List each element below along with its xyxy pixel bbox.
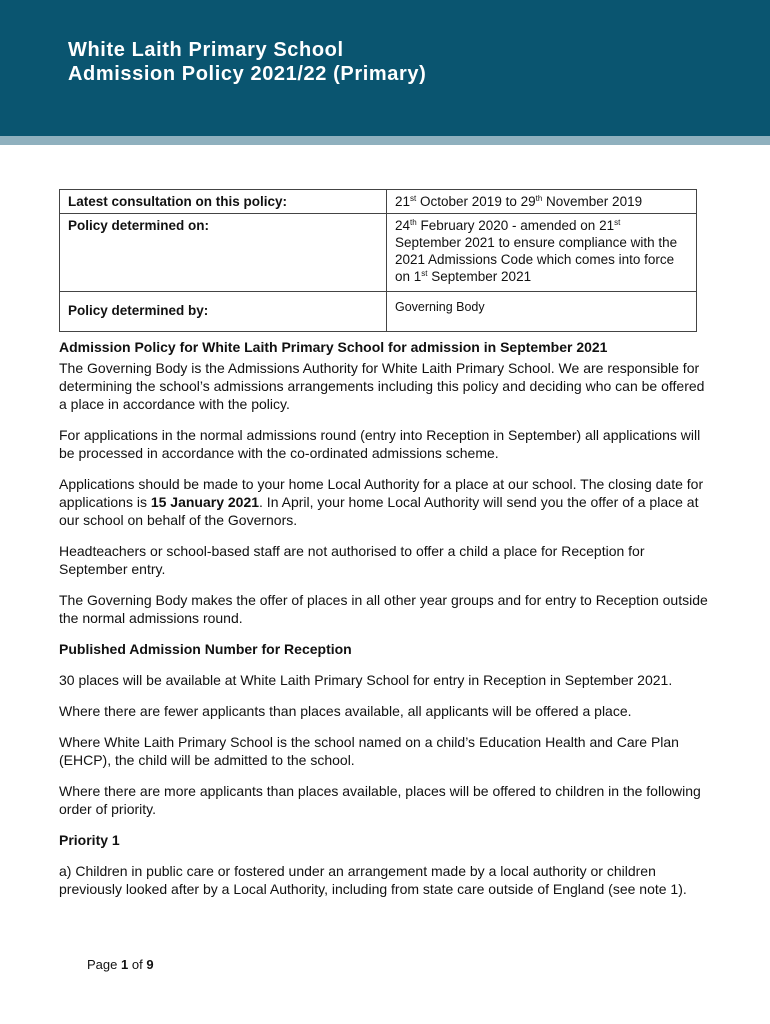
paragraph: For applications in the normal admissions round (entry into Reception in September) all applications will be processed in accordance with the co-ordinated admissions scheme. <box>59 427 701 461</box>
table-value: 21st October 2019 to 29th November 2019 <box>387 190 697 214</box>
paragraph: Applications should be made to your home Local Authority for a place at our school. The closing date for applications is 15 January 2021. In April, your home Local Authority will send you the offer of a place at our school on behalf of the Governors. <box>59 476 704 528</box>
table-row <box>60 214 697 292</box>
section-heading: Priority 1 <box>59 832 120 848</box>
page-total: 9 <box>146 957 154 972</box>
table-label: Latest consultation on this policy: <box>60 190 387 214</box>
table-label: Policy determined by: <box>60 292 387 332</box>
paragraph: The Governing Body makes the offer of places in all other year groups and for entry to Reception outside the normal admissions round. <box>59 592 708 626</box>
table-value: 24th February 2020 - amended on 21st September 2021 to ensure compliance with the 2021 Admissions Code which comes into force on 1st September 2021 <box>387 214 697 292</box>
paragraph: 30 places will be available at White Laith Primary School for entry in Reception in September 2021. <box>59 672 673 688</box>
page-current: 1 <box>121 957 129 972</box>
section-heading: Published Admission Number for Reception <box>59 641 352 657</box>
policy-info-table <box>59 189 697 332</box>
header-stripe <box>0 136 770 145</box>
document-title: White Laith Primary School <box>68 39 344 61</box>
document-subtitle: Admission Policy 2021/22 (Primary) <box>68 63 427 85</box>
table-value: Governing Body <box>387 292 697 332</box>
closing-date: 15 January 2021 <box>150 494 260 510</box>
paragraph: Headteachers or school-based staff are not authorised to offer a child a place for Reception for September entry. <box>59 543 645 577</box>
paragraph: a) Children in public care or fostered under an arrangement made by a local authority or children previously looked after by a Local Authority, including from state care outside of England (see note 1). <box>59 863 687 897</box>
table-row <box>60 190 697 214</box>
table-row <box>60 292 697 332</box>
table-label: Policy determined on: <box>60 214 387 292</box>
paragraph: Where White Laith Primary School is the school named on a child’s Education Health and Care Plan (EHCP), the child will be admitted to the school. <box>59 734 679 768</box>
section-heading: Admission Policy for White Laith Primary School for admission in September 2021 <box>59 339 608 355</box>
paragraph: The Governing Body is the Admissions Authority for White Laith Primary School. We are responsible for determining the school’s admissions arrangements including this policy and deciding who can be offered a place in accordance with the policy. <box>59 360 705 412</box>
page-footer: Page 1 of 9 <box>87 957 154 972</box>
paragraph: Where there are fewer applicants than places available, all applicants will be offered a place. <box>59 703 632 719</box>
policy-body <box>59 338 715 911</box>
paragraph: Where there are more applicants than places available, places will be offered to children in the following order of priority. <box>59 783 701 817</box>
